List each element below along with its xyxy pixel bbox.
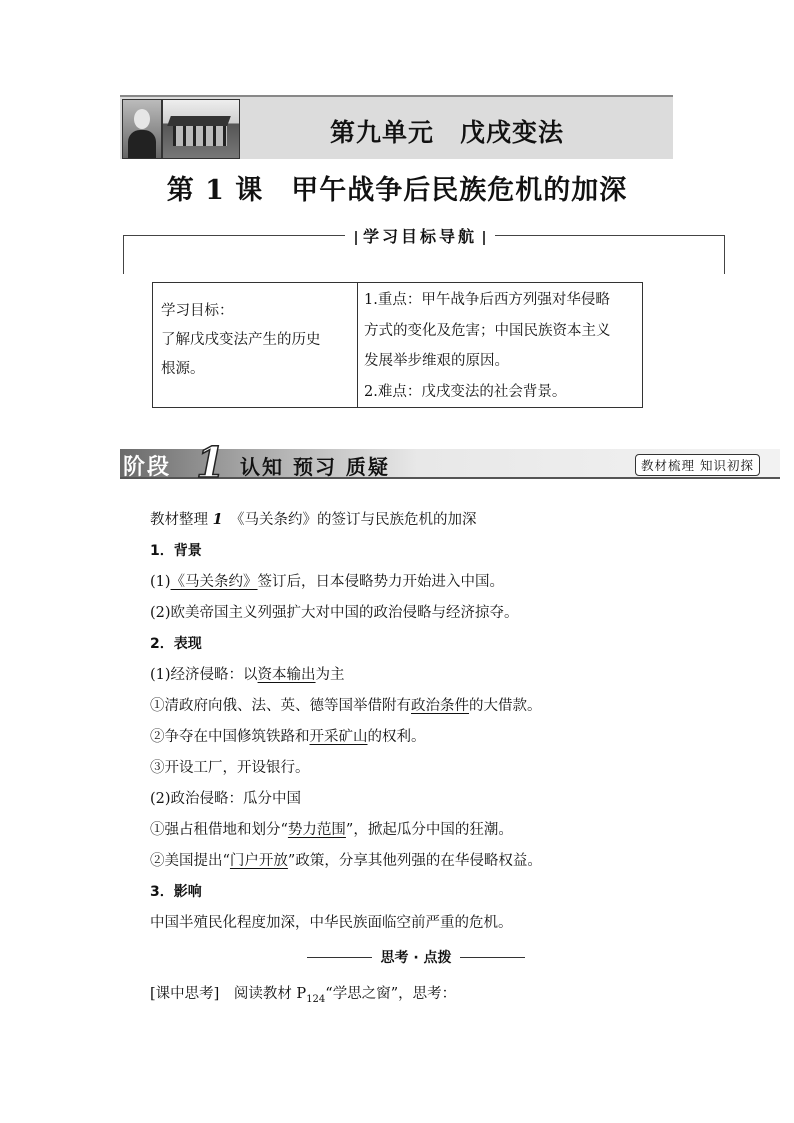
nav-label-text: 学习目标导航 bbox=[362, 227, 477, 246]
goals-right-cell bbox=[358, 283, 642, 407]
list-item bbox=[150, 665, 750, 696]
page-subscript: 124 bbox=[306, 993, 326, 1005]
body-content bbox=[150, 510, 750, 944]
item-suffix: ”政策，分享其他列强的在华侵略权益。 bbox=[287, 853, 542, 869]
list-item: (2)政治侵略：瓜分中国 bbox=[150, 791, 302, 807]
stage-heading: 认知 预习 质疑 bbox=[240, 455, 390, 479]
list-item bbox=[150, 820, 750, 851]
nav-label bbox=[345, 224, 495, 247]
list-item bbox=[150, 572, 750, 603]
portrait-photo bbox=[122, 99, 162, 159]
think-question bbox=[150, 982, 456, 1005]
item-prefix: (1)经济侵略：以 bbox=[150, 667, 258, 683]
divider-rule bbox=[460, 957, 525, 958]
item-prefix: ②争夺在中国修筑铁路和 bbox=[150, 729, 310, 745]
unit-title: 第九单元 戊戌变法 bbox=[330, 118, 565, 147]
section-title bbox=[150, 510, 750, 541]
goals-heading: 学习目标： bbox=[161, 303, 234, 319]
heading-background: 1．背景 bbox=[150, 543, 202, 559]
item-prefix: ①清政府向俄、法、英、德等国举借附有 bbox=[150, 698, 411, 714]
underlined-term: 开采矿山 bbox=[309, 729, 368, 745]
list-item: (2)欧美帝国主义列强扩大对中国的政治侵略与经济掠夺。 bbox=[150, 605, 519, 621]
item-prefix: ②美国提出“ bbox=[150, 853, 230, 869]
section-title-prefix: 教材整理 bbox=[150, 512, 213, 528]
underlined-term: 资本输出 bbox=[257, 667, 316, 683]
stage-word: 阶段 bbox=[123, 455, 172, 480]
section-title-text: 《马关条约》的签订与民族危机的加深 bbox=[222, 512, 477, 528]
think-prefix: [课中思考] 阅读教材 P bbox=[150, 986, 307, 1002]
list-item bbox=[150, 851, 750, 882]
item-suffix: 签订后，日本侵略势力开始进入中国。 bbox=[257, 574, 505, 590]
item-suffix: 的权利。 bbox=[367, 729, 426, 745]
stage-banner bbox=[120, 438, 780, 487]
goals-left-cell bbox=[153, 283, 358, 407]
list-item: ③开设工厂，开设银行。 bbox=[150, 760, 310, 776]
divider-rule bbox=[307, 957, 372, 958]
stage-tag: 教材梳理 知识初探 bbox=[635, 454, 760, 476]
goals-right-line: 方式的变化及危害；中国民族资本主义 bbox=[364, 322, 611, 339]
goals-right-line: 2.难点：戊戌变法的社会背景。 bbox=[364, 383, 567, 400]
list-item: 中国半殖民化程度加深，中华民族面临空前严重的危机。 bbox=[150, 915, 513, 931]
item-suffix: ”，掀起瓜分中国的狂潮。 bbox=[345, 822, 513, 838]
stage-number: 1 bbox=[196, 438, 226, 487]
underlined-term: 门户开放 bbox=[229, 853, 288, 869]
heading-impact: 3．影响 bbox=[150, 884, 202, 900]
heading-manifestation: 2．表现 bbox=[150, 636, 202, 652]
section-title-num: 1 bbox=[212, 511, 223, 528]
list-item bbox=[150, 696, 750, 727]
think-suffix: “学思之窗”，思考： bbox=[325, 986, 457, 1002]
goals-right-line: 1.重点：甲午战争后西方列强对华侵略 bbox=[364, 292, 610, 308]
lesson-title: 第 1 课 甲午战争后民族危机的加深 bbox=[166, 175, 628, 206]
item-prefix: (1) bbox=[150, 574, 171, 590]
divider-label: 思考 · 点拨 bbox=[380, 950, 452, 966]
underlined-term: 《马关条约》 bbox=[170, 574, 258, 590]
think-divider bbox=[307, 947, 525, 967]
item-suffix: 的大借款。 bbox=[469, 698, 542, 714]
list-item bbox=[150, 727, 750, 758]
goals-table bbox=[152, 282, 643, 408]
underlined-term: 政治条件 bbox=[411, 698, 469, 714]
goals-left-line: 了解戊戌变法产生的历史 bbox=[161, 332, 321, 348]
item-prefix: ①强占租借地和划分“ bbox=[150, 822, 288, 838]
underlined-term: 势力范围 bbox=[287, 822, 346, 838]
item-suffix: 为主 bbox=[315, 667, 345, 683]
unit-header bbox=[120, 95, 673, 159]
building-photo bbox=[162, 99, 240, 159]
goals-right-line: 发展举步维艰的原因。 bbox=[364, 353, 509, 369]
goals-left-line: 根源。 bbox=[161, 361, 205, 377]
